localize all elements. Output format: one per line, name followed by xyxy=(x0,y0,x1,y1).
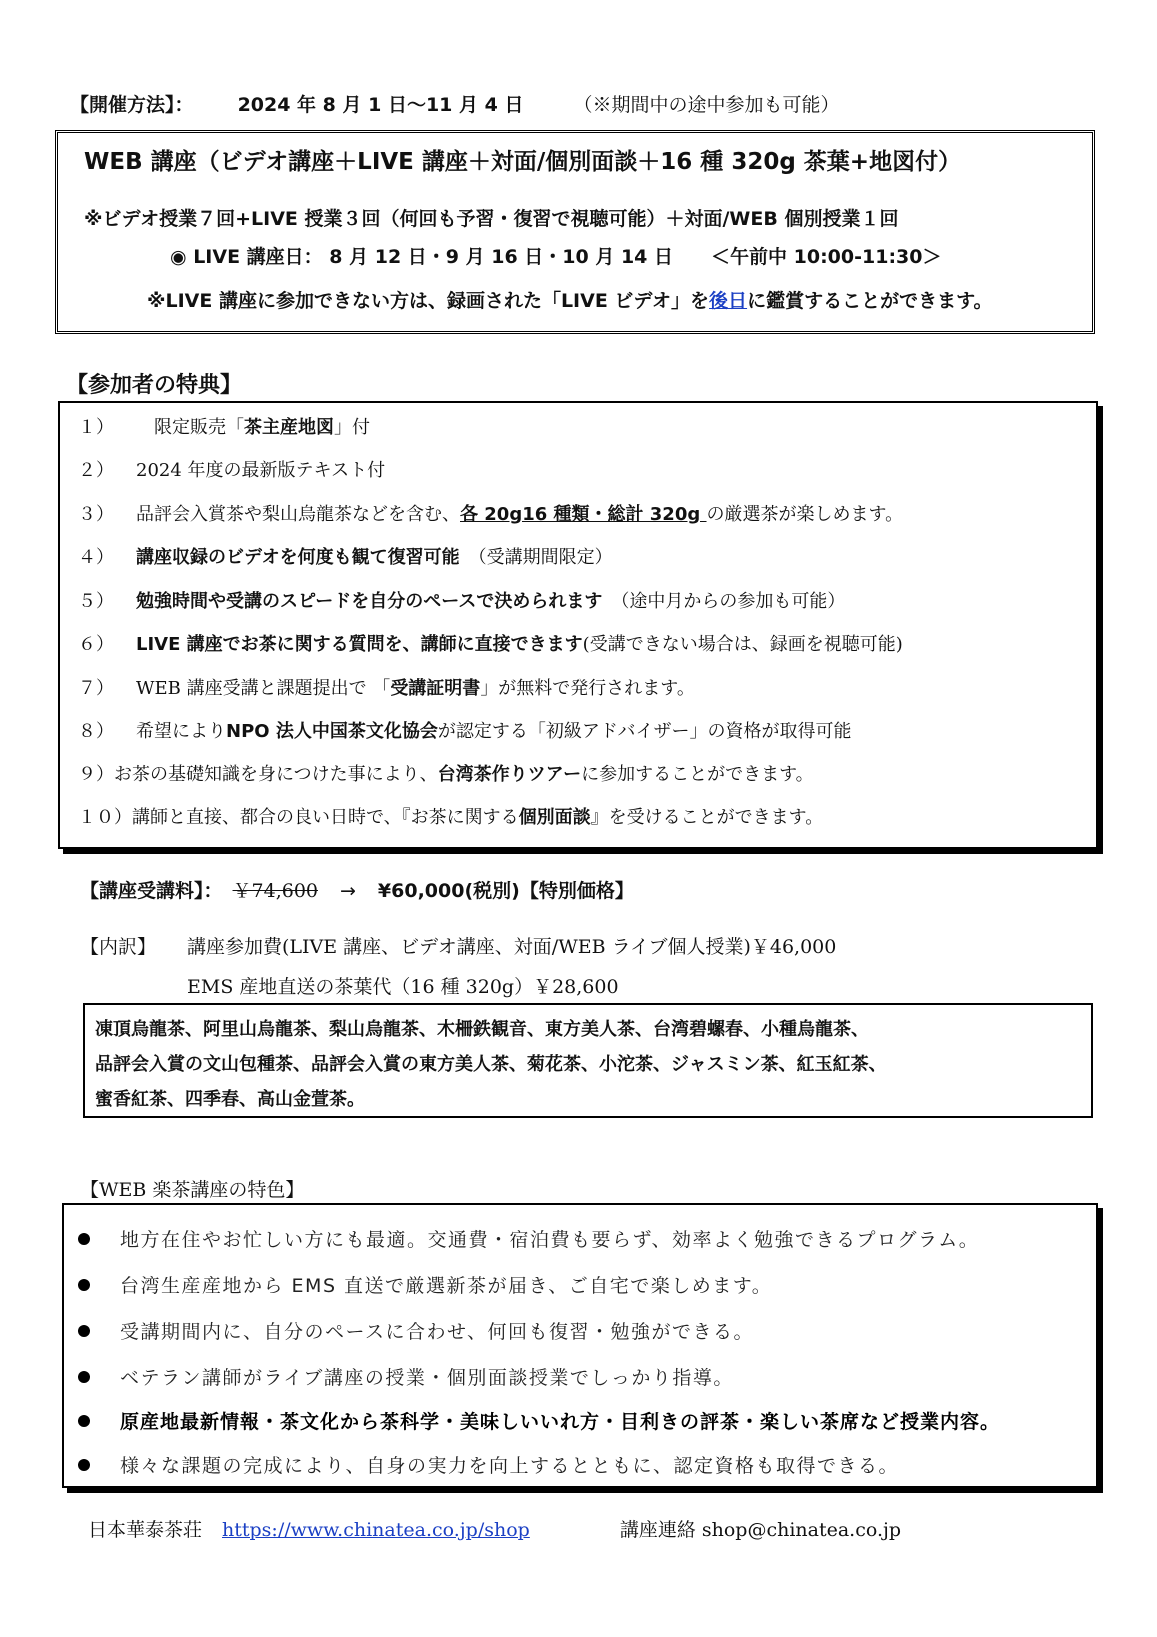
live-notice-post: に鑑賞することができます。 xyxy=(747,290,993,312)
special-price: ¥60,000(税別)【特別価格】 xyxy=(377,880,634,902)
benefit-num: ３） xyxy=(78,504,114,525)
benefit-num: ９） xyxy=(78,764,114,785)
bullet-icon xyxy=(78,1279,90,1291)
benefit-item xyxy=(78,674,695,700)
tea-list-line: 蜜香紅茶、四季春、高山金萱茶。 xyxy=(95,1089,365,1110)
benefit-num: １） xyxy=(78,417,114,438)
benefit-pre: お茶の基礎知識を身につけた事により、 xyxy=(114,764,438,785)
bullet-icon xyxy=(78,1371,90,1383)
feature-item xyxy=(78,1271,772,1298)
footer xyxy=(88,1515,901,1542)
schedule-dates: 2024 年 8 月 1 日～11 月 4 日 xyxy=(237,94,524,116)
web-course-title: WEB 講座（ビデオ講座＋LIVE 講座＋対面/個別面談＋16 種 320g 茶葉+地図付） xyxy=(84,149,962,175)
benefit-num: ６） xyxy=(78,634,114,655)
benefit-highlight: 講座収録のビデオを何度も観て復習可能 xyxy=(136,547,460,568)
benefit-num: ５） xyxy=(78,591,114,612)
feature-item xyxy=(78,1451,899,1478)
benefit-post: （受講期間限定） xyxy=(459,547,613,568)
benefit-item xyxy=(78,717,851,743)
benefit-pre: 限定販売「 xyxy=(136,417,244,438)
benefit-highlight: 勉強時間や受講のスピードを自分のペースで決められます xyxy=(136,591,603,612)
benefit-post: 2024 年度の最新版テキスト付 xyxy=(136,460,386,481)
tea-list-line: 凍頂烏龍茶、阿里山烏龍茶、梨山烏龍茶、木柵鉄観音、東方美人茶、台湾碧螺春、小種烏龍茶、 xyxy=(95,1019,869,1040)
benefit-highlight: 各 20g16 種類・総計 320g xyxy=(460,504,707,525)
feature-item xyxy=(78,1363,734,1390)
later-date-link[interactable]: 後日 xyxy=(709,290,748,312)
benefit-pre: WEB 講座受講と課題提出で 「 xyxy=(136,678,391,699)
benefit-post: 』を受けることができます。 xyxy=(590,807,824,828)
benefit-post: が認定する「初級アドバイザー」の資格が取得可能 xyxy=(437,721,852,742)
web-course-box xyxy=(55,130,1095,334)
benefit-item xyxy=(78,413,370,439)
benefit-pre: 品評会入賞茶や梨山烏龍茶などを含む、 xyxy=(136,504,460,525)
benefit-num: ２） xyxy=(78,460,114,481)
course-fee xyxy=(80,876,634,903)
benefit-item xyxy=(78,630,903,656)
schedule-label: 【開催方法】： xyxy=(70,94,194,116)
bullet-icon xyxy=(78,1325,90,1337)
live-notice xyxy=(147,286,993,313)
benefit-post: の厳選茶が楽しめます。 xyxy=(706,504,904,525)
breakdown-label: 【内訳】 xyxy=(80,936,157,958)
fee-label: 【講座受講料】： xyxy=(80,880,223,902)
schedule-line xyxy=(70,90,840,117)
feature-text: 原産地最新情報・茶文化から茶科学・美味しいいれ方・目利きの評茶・楽しい茶席など授業内容。 xyxy=(120,1411,1001,1433)
benefit-post: 」付 xyxy=(334,417,370,438)
benefits-box xyxy=(58,401,1098,849)
benefit-num: １０） xyxy=(78,807,132,828)
tea-list-box xyxy=(83,1003,1093,1118)
arrow-icon: → xyxy=(340,880,356,902)
features-box xyxy=(62,1203,1098,1488)
benefit-pre: 希望により xyxy=(136,721,226,742)
benefit-highlight: 受講証明書 xyxy=(390,678,481,699)
benefit-pre: 講師と直接、都合の良い日時で、『お茶に関する xyxy=(132,807,519,828)
benefit-highlight: LIVE 講座でお茶に関する質問を、講師に直接できます xyxy=(136,634,583,655)
benefit-item xyxy=(78,500,903,526)
feature-text: 様々な課題の完成により、自身の実力を向上するとともに、認定資格も取得できる。 xyxy=(120,1455,900,1477)
live-notice-pre: ※LIVE 講座に参加できない方は、録画された「LIVE ビデオ」を xyxy=(147,290,710,312)
feature-item xyxy=(78,1225,979,1252)
live-dates: ◉ LIVE 講座日： 8 月 12 日・9 月 16 日・10 月 14 日 ＜午前中 10:00-11:30＞ xyxy=(170,246,942,268)
shop-url-link[interactable]: https://www.chinatea.co.jp/shop xyxy=(222,1519,530,1541)
breakdown-course-fee: 講座参加費(LIVE 講座、ビデオ講座、対面/WEB ライブ個人授業)￥46,000 xyxy=(187,936,837,958)
tea-list-line: 品評会入賞の文山包種茶、品評会入賞の東方美人茶、菊花茶、小沱茶、ジャスミン茶、紅玉紅茶、 xyxy=(95,1054,887,1075)
original-price: ￥74,600 xyxy=(232,880,318,902)
benefit-highlight: 茶主産地図 xyxy=(244,417,334,438)
benefits-title: 【参加者の特典】 xyxy=(66,373,243,398)
feature-item xyxy=(78,1407,1000,1434)
benefit-item xyxy=(78,456,385,482)
benefit-item xyxy=(78,543,613,569)
features-title: 【WEB 楽茶講座の特色】 xyxy=(80,1179,305,1201)
benefit-highlight: NPO 法人中国茶文化協会 xyxy=(226,721,438,742)
contact-email: 講座連絡 shop@chinatea.co.jp xyxy=(619,1519,902,1541)
feature-item xyxy=(78,1317,754,1344)
feature-text: ベテラン講師がライブ講座の授業・個別面談授業でしっかり指導。 xyxy=(120,1367,734,1389)
bullet-icon xyxy=(78,1459,90,1471)
benefit-num: ８） xyxy=(78,721,114,742)
feature-text: 受講期間内に、自分のペースに合わせ、何回も復習・勉強ができる。 xyxy=(120,1321,754,1343)
bullet-icon xyxy=(78,1415,90,1427)
web-course-sub: ※ビデオ授業７回+LIVE 授業３回（何回も予習・復習で視聴可能）＋対面/WEB 個別授業１回 xyxy=(84,208,899,230)
benefit-num: ７） xyxy=(78,678,114,699)
benefit-num: ４） xyxy=(78,547,114,568)
bullet-icon xyxy=(78,1233,90,1245)
benefit-post: 」が無料で発行されます。 xyxy=(480,678,695,699)
feature-text: 台湾生産産地から EMS 直送で厳選新茶が届き、ご自宅で楽しめます。 xyxy=(120,1275,773,1297)
benefit-highlight: 個別面談 xyxy=(518,807,591,828)
shop-name: 日本華泰茶荘 xyxy=(88,1519,203,1541)
benefit-post: （途中月からの参加も可能） xyxy=(602,591,846,612)
benefit-item xyxy=(78,803,823,829)
benefit-highlight: 台湾茶作りツアー xyxy=(437,764,582,785)
benefit-post: に参加することができます。 xyxy=(581,764,814,785)
benefit-post: (受講できない場合は、録画を視聴可能) xyxy=(582,634,903,655)
benefit-item xyxy=(78,760,814,786)
breakdown-tea-fee: EMS 産地直送の茶葉代（16 種 320g）￥28,600 xyxy=(187,976,619,998)
schedule-note: （※期間中の途中参加も可能） xyxy=(573,94,840,116)
benefit-item xyxy=(78,587,845,613)
feature-text: 地方在住やお忙しい方にも最適。交通費・宿泊費も要らず、効率よく勉強できるプログラム。 xyxy=(120,1229,980,1251)
